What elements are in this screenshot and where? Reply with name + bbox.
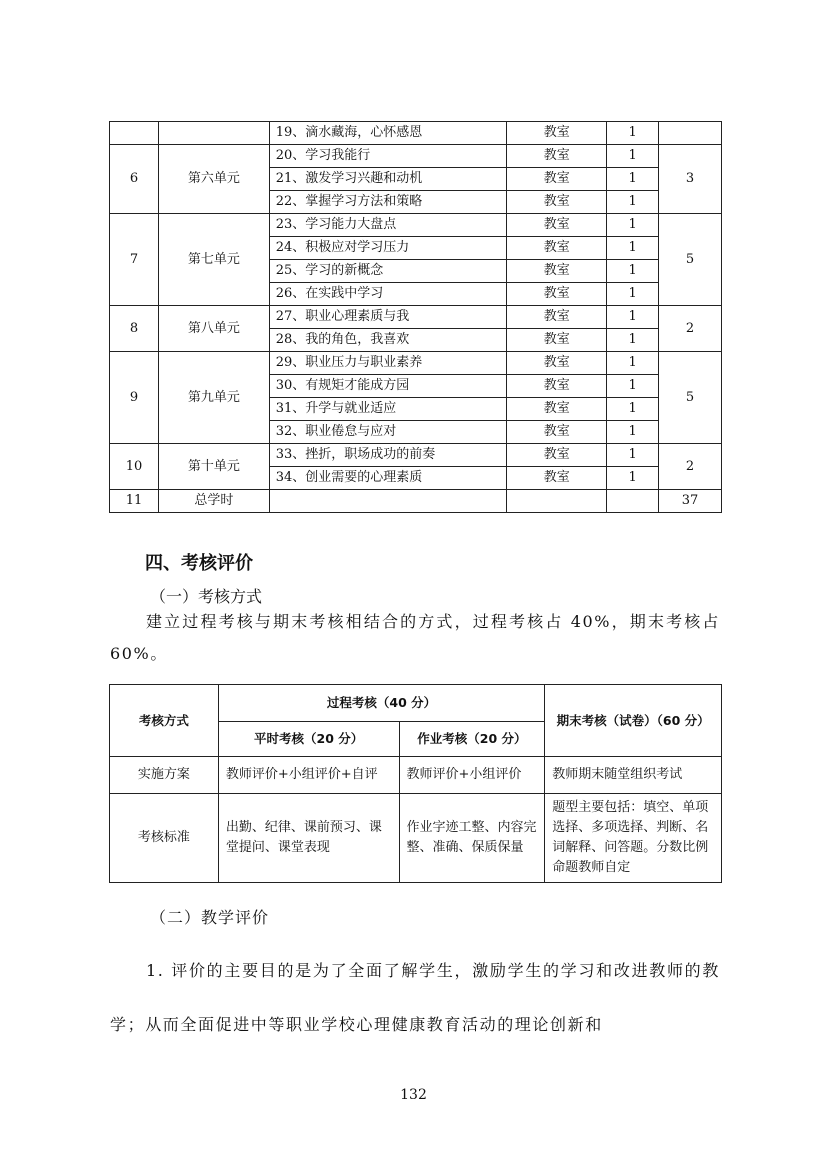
lesson-hours: 1 <box>607 168 659 191</box>
unit-total-hours: 2 <box>659 444 722 490</box>
schedule-row <box>110 122 722 145</box>
summary-blank-1 <box>269 490 507 513</box>
lesson-hours: 1 <box>607 260 659 283</box>
schedule-body <box>110 122 722 513</box>
row-label-criteria: 考核标准 <box>110 794 219 883</box>
unit-number: 9 <box>110 352 159 444</box>
lesson-hours: 1 <box>607 122 659 145</box>
lesson-hours: 1 <box>607 375 659 398</box>
lesson-title: 23、学习能力大盘点 <box>269 214 507 237</box>
header-method: 考核方式 <box>110 685 219 757</box>
lesson-hours: 1 <box>607 237 659 260</box>
unit-total-hours: 5 <box>659 352 722 444</box>
lesson-place: 教室 <box>507 398 607 421</box>
lesson-place: 教室 <box>507 122 607 145</box>
summary-label: 总学时 <box>158 490 269 513</box>
unit-name: 第十单元 <box>158 444 269 490</box>
lesson-title: 27、职业心理素质与我 <box>269 306 507 329</box>
lesson-title: 33、挫折，职场成功的前奏 <box>269 444 507 467</box>
lesson-title: 21、激发学习兴趣和动机 <box>269 168 507 191</box>
unit-name <box>158 122 269 145</box>
unit-number: 7 <box>110 214 159 306</box>
lesson-title: 19、滴水藏海，心怀感恩 <box>269 122 507 145</box>
unit-number: 10 <box>110 444 159 490</box>
subsection-teaching-evaluation: （二）教学评价 <box>150 908 270 927</box>
schedule-table <box>109 121 722 513</box>
lesson-title: 30、有规矩才能成方园 <box>269 375 507 398</box>
page-number: 132 <box>400 1087 427 1103</box>
summary-blank-3 <box>607 490 659 513</box>
header-homework: 作业考核（20 分） <box>399 722 545 757</box>
lesson-hours: 1 <box>607 306 659 329</box>
header-process: 过程考核（40 分） <box>218 685 544 722</box>
lesson-place: 教室 <box>507 421 607 444</box>
schedule-row <box>110 214 722 237</box>
lesson-hours: 1 <box>607 444 659 467</box>
assess-row-plan <box>110 757 722 794</box>
row-label-plan: 实施方案 <box>110 757 219 794</box>
unit-number: 8 <box>110 306 159 352</box>
lesson-title: 29、职业压力与职业素养 <box>269 352 507 375</box>
lesson-place: 教室 <box>507 260 607 283</box>
header-daily: 平时考核（20 分） <box>218 722 399 757</box>
lesson-place: 教室 <box>507 237 607 260</box>
unit-name: 第九单元 <box>158 352 269 444</box>
lesson-title: 20、学习我能行 <box>269 145 507 168</box>
lesson-place: 教室 <box>507 375 607 398</box>
assessment-table <box>109 684 722 883</box>
schedule-row <box>110 145 722 168</box>
lesson-hours: 1 <box>607 214 659 237</box>
assess-header-row <box>110 685 722 722</box>
unit-number: 6 <box>110 145 159 214</box>
assess-row-criteria <box>110 794 722 883</box>
lesson-hours: 1 <box>607 352 659 375</box>
unit-total-hours <box>659 122 722 145</box>
evaluation-paragraph: 1. 评价的主要目的是为了全面了解学生，激励学生的学习和改进教师的教学；从而全面促进中等职业学校心理健康教育活动的理论创新和 <box>110 961 720 1034</box>
lesson-title: 31、升学与就业适应 <box>269 398 507 421</box>
lesson-hours: 1 <box>607 329 659 352</box>
unit-name: 第七单元 <box>158 214 269 306</box>
summary-number: 11 <box>110 490 159 513</box>
lesson-place: 教室 <box>507 145 607 168</box>
lesson-place: 教室 <box>507 329 607 352</box>
lesson-hours: 1 <box>607 421 659 444</box>
lesson-title: 24、积极应对学习压力 <box>269 237 507 260</box>
plan-daily: 教师评价+小组评价+自评 <box>218 757 399 794</box>
schedule-row <box>110 306 722 329</box>
lesson-place: 教室 <box>507 467 607 490</box>
unit-name: 第八单元 <box>158 306 269 352</box>
lesson-title: 32、职业倦怠与应对 <box>269 421 507 444</box>
section-title: 四、考核评价 <box>145 553 253 574</box>
schedule-summary-row <box>110 490 722 513</box>
lesson-place: 教室 <box>507 191 607 214</box>
schedule-row <box>110 444 722 467</box>
criteria-final: 题型主要包括：填空、单项选择、多项选择、判断、名词解释、问答题。分数比例命题教师自定 <box>545 794 722 883</box>
unit-total-hours: 2 <box>659 306 722 352</box>
subsection-assessment-method: （一）考核方式 <box>150 587 263 606</box>
lesson-title: 34、创业需要的心理素质 <box>269 467 507 490</box>
lesson-hours: 1 <box>607 191 659 214</box>
unit-total-hours: 5 <box>659 214 722 306</box>
plan-homework: 教师评价+小组评价 <box>399 757 545 794</box>
assessment-paragraph: 建立过程考核与期末考核相结合的方式，过程考核占 40%，期末考核占 60%。 <box>110 612 720 663</box>
lesson-hours: 1 <box>607 398 659 421</box>
lesson-hours: 1 <box>607 145 659 168</box>
summary-total: 37 <box>659 490 722 513</box>
lesson-place: 教室 <box>507 214 607 237</box>
lesson-title: 25、学习的新概念 <box>269 260 507 283</box>
lesson-title: 22、掌握学习方法和策略 <box>269 191 507 214</box>
plan-final: 教师期末随堂组织考试 <box>545 757 722 794</box>
criteria-daily: 出勤、纪律、课前预习、课堂提问、课堂表现 <box>218 794 399 883</box>
lesson-title: 28、我的角色，我喜欢 <box>269 329 507 352</box>
lesson-hours: 1 <box>607 467 659 490</box>
unit-name: 第六单元 <box>158 145 269 214</box>
lesson-place: 教室 <box>507 306 607 329</box>
unit-number <box>110 122 159 145</box>
summary-blank-2 <box>507 490 607 513</box>
lesson-place: 教室 <box>507 352 607 375</box>
unit-total-hours: 3 <box>659 145 722 214</box>
lesson-place: 教室 <box>507 444 607 467</box>
lesson-place: 教室 <box>507 168 607 191</box>
header-final: 期末考核（试卷）（60 分） <box>545 685 722 757</box>
lesson-title: 26、在实践中学习 <box>269 283 507 306</box>
lesson-place: 教室 <box>507 283 607 306</box>
schedule-row <box>110 352 722 375</box>
lesson-hours: 1 <box>607 283 659 306</box>
criteria-homework: 作业字迹工整、内容完整、准确、保质保量 <box>399 794 545 883</box>
